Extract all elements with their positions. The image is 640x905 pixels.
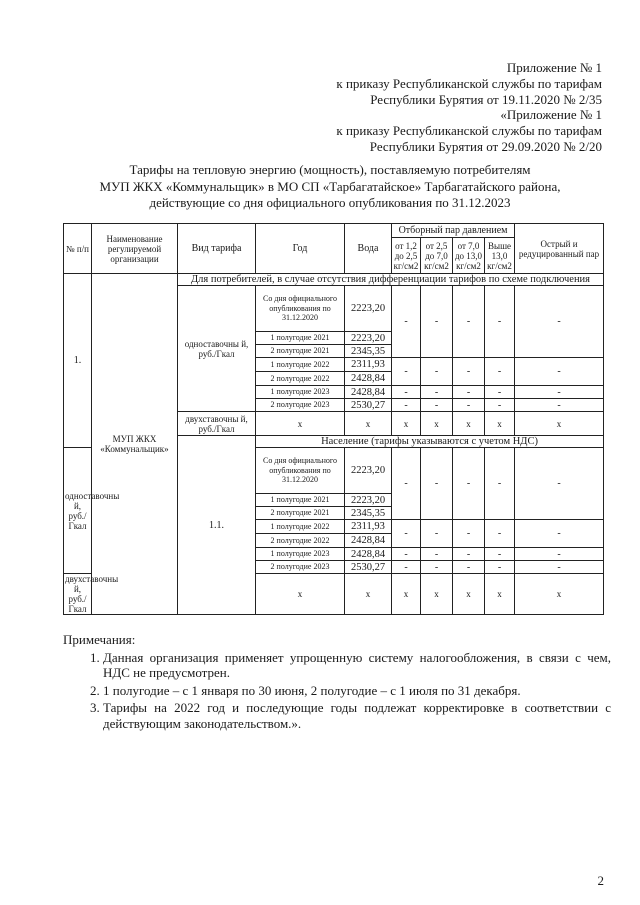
dash-cell: - xyxy=(485,548,515,561)
dash-cell: - xyxy=(453,358,485,386)
period-cell: 1 полугодие 2021 xyxy=(256,494,345,507)
dash-cell: - xyxy=(453,548,485,561)
dash-cell: - xyxy=(421,399,453,412)
tariff-table xyxy=(63,223,604,615)
header-num: № п/п xyxy=(64,224,92,274)
header-org: Наименование регулируемой организации xyxy=(92,224,178,274)
notes-section xyxy=(63,632,611,733)
dash-cell: - xyxy=(392,548,421,561)
dash-cell: - xyxy=(453,448,485,520)
cross-cell: x xyxy=(256,412,345,436)
dash-cell: - xyxy=(485,358,515,386)
dash-cell: - xyxy=(421,520,453,548)
dash-cell: - xyxy=(485,448,515,520)
water-value: 2223,20 xyxy=(345,332,392,345)
header-steam: Отборный пар давлением xyxy=(392,224,515,238)
row-number: 1. xyxy=(64,274,92,448)
dash-cell: - xyxy=(421,561,453,574)
title-line: действующие со дня официального опубликования по 31.12.2023 xyxy=(149,195,511,210)
dash-cell: - xyxy=(515,548,604,561)
water-value: 2311,93 xyxy=(345,358,392,372)
header-pressure-4: Выше 13,0 кг/см2 xyxy=(485,238,515,274)
cross-cell: x xyxy=(392,412,421,436)
cross-cell: x xyxy=(392,574,421,615)
dash-cell: - xyxy=(515,286,604,358)
table-row xyxy=(64,274,604,286)
dash-cell: - xyxy=(453,399,485,412)
dash-cell: - xyxy=(485,399,515,412)
header-pressure-3: от 7,0 до 13,0 кг/см2 xyxy=(453,238,485,274)
dash-cell: - xyxy=(392,561,421,574)
note-item: 3. Тарифы на 2022 год и последующие годы подлежат корректировке в соответствии с действующим законодательством.». xyxy=(103,700,611,731)
dash-cell: - xyxy=(485,561,515,574)
water-value: 2428,84 xyxy=(345,548,392,561)
notes-list xyxy=(63,650,611,732)
water-value: 2223,20 xyxy=(345,286,392,332)
water-value: 2345,35 xyxy=(345,345,392,358)
period-cell: Со дня официального опубликования по 31.12.2020 xyxy=(256,286,345,332)
period-cell: 2 полугодие 2021 xyxy=(256,507,345,520)
section-title: Население (тарифы указываются с учетом НДС) xyxy=(256,436,604,448)
tariff-type-two-part: двухставочны й, руб./Гкал xyxy=(178,412,256,436)
water-value: 2223,20 xyxy=(345,448,392,494)
header-year: Год xyxy=(256,224,345,274)
dash-cell: - xyxy=(515,448,604,520)
water-value: 2530,27 xyxy=(345,399,392,412)
water-value: 2428,84 xyxy=(345,534,392,548)
dash-cell: - xyxy=(392,448,421,520)
cross-cell: x xyxy=(421,574,453,615)
appendix-line: Республики Бурятия от 29.09.2020 № 2/20 xyxy=(369,138,602,154)
dash-cell: - xyxy=(421,548,453,561)
dash-cell: - xyxy=(392,399,421,412)
cross-cell: x xyxy=(453,412,485,436)
period-cell: Со дня официального опубликования по 31.12.2020 xyxy=(256,448,345,494)
period-cell: 2 полугодие 2022 xyxy=(256,534,345,548)
water-value: 2428,84 xyxy=(345,386,392,399)
header-pressure-1: от 1,2 до 2,5 кг/см2 xyxy=(392,238,421,274)
appendix-block xyxy=(336,60,602,155)
header-tariff-type: Вид тарифа xyxy=(178,224,256,274)
document-title xyxy=(60,162,600,212)
cross-cell: x xyxy=(256,574,345,615)
dash-cell: - xyxy=(453,561,485,574)
note-item: 2. 1 полугодие – с 1 января по 30 июня, 2 полугодие – с 1 июля по 31 декабря. xyxy=(103,683,611,699)
dash-cell: - xyxy=(392,286,421,358)
note-item: 1. Данная организация применяет упрощенную систему налогообложения, в связи с чем, НДС не предусмотрен. xyxy=(103,650,611,681)
table-header-row xyxy=(64,224,604,238)
dash-cell: - xyxy=(453,520,485,548)
cross-cell: x xyxy=(485,574,515,615)
period-cell: 1 полугодие 2023 xyxy=(256,548,345,561)
dash-cell: - xyxy=(515,399,604,412)
dash-cell: - xyxy=(392,520,421,548)
header-water: Вода xyxy=(345,224,392,274)
row-number: 1.1. xyxy=(178,436,256,615)
dash-cell: - xyxy=(421,386,453,399)
dash-cell: - xyxy=(421,286,453,358)
period-cell: 2 полугодие 2021 xyxy=(256,345,345,358)
dash-cell: - xyxy=(421,358,453,386)
dash-cell: - xyxy=(485,520,515,548)
period-cell: 2 полугодие 2023 xyxy=(256,561,345,574)
tariff-type-two-part: двухставочны й, руб./Гкал xyxy=(65,574,119,614)
appendix-line: Республики Бурятия от 19.11.2020 № 2/35 xyxy=(370,91,602,107)
cross-cell: x xyxy=(515,412,604,436)
water-value: 2428,84 xyxy=(345,372,392,386)
dash-cell: - xyxy=(515,561,604,574)
cross-cell: x xyxy=(345,412,392,436)
dash-cell: - xyxy=(453,386,485,399)
appendix-line: «Приложение № 1 xyxy=(500,107,602,123)
cross-cell: x xyxy=(515,574,604,615)
cross-cell: x xyxy=(421,412,453,436)
header-sharp-steam: Острый и редуцированный пар xyxy=(515,224,604,274)
water-value: 2223,20 xyxy=(345,494,392,507)
cross-cell: x xyxy=(345,574,392,615)
dash-cell: - xyxy=(485,286,515,358)
tariff-type-one-part: одноставочны й, руб./Гкал xyxy=(64,448,92,574)
dash-cell: - xyxy=(485,386,515,399)
cross-cell: x xyxy=(485,412,515,436)
period-cell: 1 полугодие 2021 xyxy=(256,332,345,345)
period-cell: 1 полугодие 2023 xyxy=(256,386,345,399)
dash-cell: - xyxy=(515,386,604,399)
org-name: МУП ЖКХ «Коммунальщик» xyxy=(92,274,178,615)
title-line: МУП ЖКХ «Коммунальщик» в МО СП «Тарбагатайское» Тарбагатайского района, xyxy=(99,178,561,194)
dash-cell: - xyxy=(515,520,604,548)
appendix-line: к приказу Республиканской службы по тарифам xyxy=(336,75,602,91)
water-value: 2530,27 xyxy=(345,561,392,574)
section-title: Для потребителей, в случае отсутствия дифференциации тарифов по схеме подключения xyxy=(178,274,604,286)
period-cell: 2 полугодие 2023 xyxy=(256,399,345,412)
dash-cell: - xyxy=(453,286,485,358)
appendix-line: к приказу Республиканской службы по тарифам xyxy=(336,123,602,139)
header-pressure-2: от 2,5 до 7,0 кг/см2 xyxy=(421,238,453,274)
water-value: 2311,93 xyxy=(345,520,392,534)
dash-cell: - xyxy=(392,386,421,399)
notes-title: Примечания: xyxy=(63,632,136,647)
dash-cell: - xyxy=(515,358,604,386)
dash-cell: - xyxy=(421,448,453,520)
title-line: Тарифы на тепловую энергию (мощность), поставляемую потребителям xyxy=(129,162,531,177)
dash-cell: - xyxy=(392,358,421,386)
page-number: 2 xyxy=(597,873,604,888)
tariff-type-one-part: одноставочны й, руб./Гкал xyxy=(178,286,256,412)
cross-cell: x xyxy=(453,574,485,615)
appendix-line: Приложение № 1 xyxy=(506,60,602,75)
period-cell: 2 полугодие 2022 xyxy=(256,372,345,386)
period-cell: 1 полугодие 2022 xyxy=(256,358,345,372)
period-cell: 1 полугодие 2022 xyxy=(256,520,345,534)
water-value: 2345,35 xyxy=(345,507,392,520)
